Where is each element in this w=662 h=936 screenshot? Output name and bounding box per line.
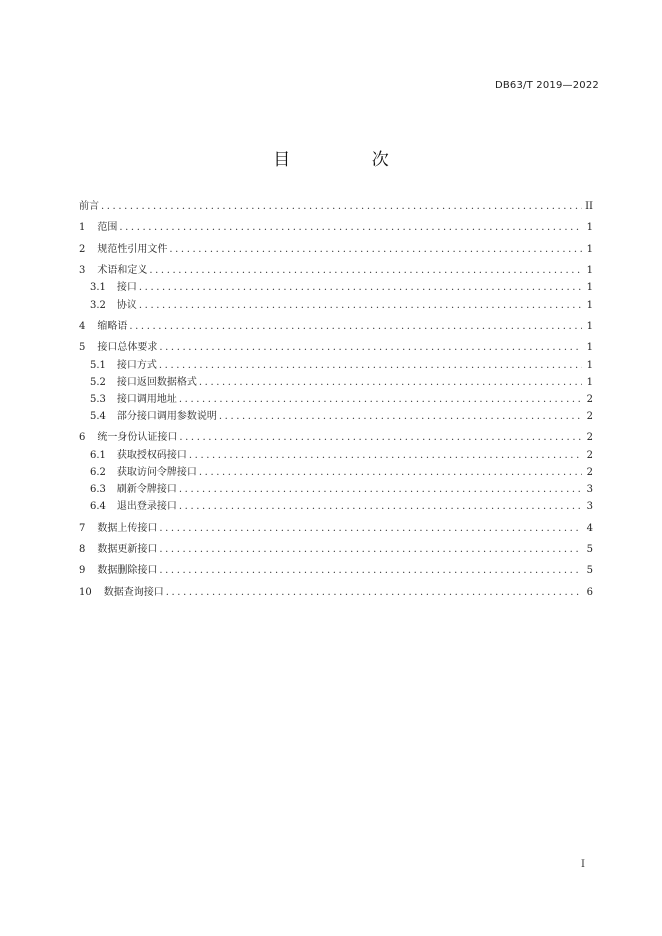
toc-leader-dots (199, 376, 582, 389)
toc-entry-page: 5 (586, 544, 593, 555)
toc-entry-label: 规范性引用文件 (97, 243, 168, 255)
toc-entry-page: 4 (586, 522, 593, 534)
toc-entry-page: 1 (586, 320, 593, 332)
toc-leader-dots (179, 483, 582, 496)
toc-entry-6-2[interactable] (79, 466, 593, 479)
toc-entry-page: 1 (586, 282, 593, 294)
toc-entry-number: 7 (79, 522, 86, 534)
toc-entry-page: 1 (586, 342, 593, 354)
toc-entry-6-3[interactable] (79, 483, 593, 496)
toc-entry-number: 9 (79, 565, 86, 577)
toc-leader-dots (159, 564, 582, 577)
toc-entry-3[interactable] (79, 264, 593, 277)
toc-entry-label: 协议 (116, 299, 137, 311)
toc-entry-label: 接口方式 (116, 359, 157, 371)
toc-entry-number: 3.1 (90, 282, 106, 294)
toc-entry-foreword[interactable] (79, 200, 593, 213)
toc-entry-9[interactable] (79, 564, 593, 577)
toc-entry-label: 范围 (97, 222, 118, 234)
toc-entry-number: 5.4 (90, 411, 106, 423)
toc-leader-dots (159, 359, 582, 372)
toc-entry-page: 3 (586, 501, 593, 513)
toc-leader-dots (179, 500, 582, 513)
toc-entry-10[interactable] (79, 586, 593, 599)
toc-leader-dots (199, 466, 582, 479)
toc-entry-5-4[interactable] (79, 410, 593, 423)
toc-entry-label: 部分接口调用参数说明 (116, 411, 217, 423)
toc-entry-label: 数据查询接口 (103, 586, 164, 598)
toc-leader-dots (139, 281, 582, 294)
toc-entry-6-4[interactable] (79, 500, 593, 513)
toc-entry-label: 数据更新接口 (97, 544, 158, 555)
toc-entry-page: 2 (586, 466, 593, 478)
toc-entry-page: 2 (586, 393, 593, 405)
toc-entry-number: 5.1 (90, 359, 106, 371)
toc-entry-number: 3 (79, 265, 86, 277)
toc-entry-number: 6.4 (90, 501, 106, 513)
toc-entry-3-2[interactable] (79, 299, 593, 312)
toc-entry-page: II (585, 201, 593, 212)
toc-leader-dots (139, 299, 582, 312)
toc-entry-number: 6.3 (90, 484, 106, 496)
toc-entry-number: 10 (79, 586, 92, 598)
toc-leader-dots (119, 221, 582, 234)
toc-entry-label: 接口 (116, 282, 137, 294)
toc-leader-dots (159, 522, 582, 535)
toc-leader-dots (219, 410, 582, 423)
toc-entry-6[interactable] (79, 431, 593, 444)
toc-entry-7[interactable] (79, 522, 593, 535)
toc-entry-label: 接口返回数据格式 (116, 376, 197, 388)
table-of-contents (79, 200, 593, 599)
toc-entry-5-3[interactable] (79, 393, 593, 406)
toc-entry-page: 6 (586, 586, 593, 598)
toc-entry-number: 5.2 (90, 376, 106, 388)
document-code: DB63/T 2019—2022 (494, 80, 599, 91)
toc-entry-number: 6.2 (90, 466, 106, 478)
toc-entry-number: 6 (79, 432, 86, 444)
toc-entry-4[interactable] (79, 320, 593, 333)
toc-entry-label: 获取访问令牌接口 (116, 466, 197, 478)
toc-entry-label: 获取授权码接口 (116, 449, 187, 461)
toc-entry-5[interactable] (79, 341, 593, 354)
toc-leader-dots (179, 393, 582, 406)
toc-leader-dots (179, 431, 582, 444)
toc-entry-label: 接口总体要求 (97, 342, 158, 354)
toc-entry-1[interactable] (79, 221, 593, 234)
toc-entry-page: 1 (586, 299, 593, 311)
toc-entry-number: 1 (79, 222, 86, 234)
toc-entry-page: 1 (586, 265, 593, 277)
toc-entry-page: 2 (586, 411, 593, 423)
toc-leader-dots (169, 243, 582, 256)
toc-entry-page: 1 (586, 243, 593, 255)
toc-entry-label: 接口调用地址 (116, 393, 177, 405)
toc-leader-dots (159, 341, 582, 354)
toc-entry-number: 6.1 (90, 449, 106, 461)
toc-leader-dots (189, 449, 582, 462)
toc-entry-label: 数据删除接口 (97, 565, 158, 577)
toc-entry-number: 8 (79, 544, 86, 555)
toc-entry-label: 数据上传接口 (97, 522, 158, 534)
toc-entry-page: 2 (586, 449, 593, 461)
toc-entry-label: 退出登录接口 (116, 501, 177, 513)
toc-entry-page: 2 (586, 432, 593, 444)
toc-leader-dots (101, 200, 582, 213)
toc-entry-number: 5.3 (90, 393, 106, 405)
toc-entry-number: 4 (79, 320, 86, 332)
toc-leader-dots (159, 543, 582, 556)
toc-entry-page: 1 (586, 222, 593, 234)
toc-entry-page: 1 (586, 359, 593, 371)
toc-entry-page: 1 (586, 376, 593, 388)
toc-entry-6-1[interactable] (79, 449, 593, 462)
page-number: I (581, 859, 585, 870)
toc-leader-dots (149, 264, 582, 277)
toc-entry-label: 术语和定义 (97, 265, 148, 277)
toc-leader-dots (129, 320, 582, 333)
toc-entry-5-1[interactable] (79, 359, 593, 372)
toc-leader-dots (166, 586, 582, 599)
toc-entry-2[interactable] (79, 243, 593, 256)
toc-title: 目 次 (273, 150, 427, 170)
toc-entry-label: 前言 (79, 201, 99, 212)
toc-entry-label: 缩略语 (97, 320, 128, 332)
toc-entry-page: 3 (586, 484, 593, 496)
toc-entry-number: 3.2 (90, 299, 106, 311)
toc-entry-number: 5 (79, 342, 86, 354)
toc-entry-label: 统一身份认证接口 (97, 432, 178, 444)
toc-entry-number: 2 (79, 243, 86, 255)
toc-entry-5-2[interactable] (79, 376, 593, 389)
toc-entry-8[interactable] (79, 543, 593, 556)
toc-entry-label: 刷新令牌接口 (116, 484, 177, 496)
toc-entry-3-1[interactable] (79, 281, 593, 294)
toc-entry-page: 5 (586, 565, 593, 577)
